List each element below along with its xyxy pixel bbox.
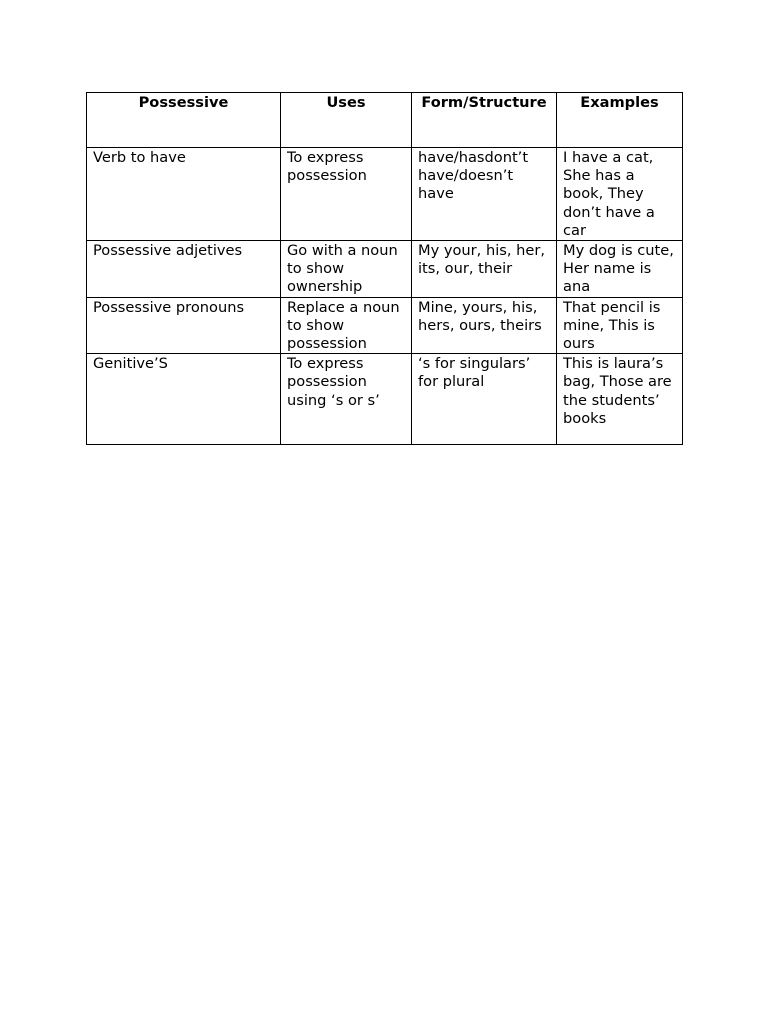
- header-uses: Uses: [281, 93, 412, 148]
- header-examples: Examples: [557, 93, 683, 148]
- table-row: [87, 297, 683, 354]
- cell-possessive: Possessive adjetives: [87, 241, 281, 298]
- cell-form: My your, his, her, its, our, their: [412, 241, 557, 298]
- cell-form: have/hasdont’t have/doesn’t have: [412, 148, 557, 241]
- cell-examples: That pencil is mine, This is ours: [557, 297, 683, 354]
- cell-uses: To express possession using ‘s or s’: [281, 354, 412, 445]
- cell-uses: Replace a noun to show possession: [281, 297, 412, 354]
- table-row: [87, 354, 683, 445]
- cell-examples: My dog is cute, Her name is ana: [557, 241, 683, 298]
- cell-examples: This is laura’s bag, Those are the students’ books: [557, 354, 683, 445]
- header-possessive: Possessive: [87, 93, 281, 148]
- cell-examples: I have a cat, She has a book, They don’t have a car: [557, 148, 683, 241]
- header-form-structure: Form/Structure: [412, 93, 557, 148]
- possessives-table: [86, 92, 683, 445]
- table-row: [87, 148, 683, 241]
- cell-uses: Go with a noun to show ownership: [281, 241, 412, 298]
- cell-possessive: Verb to have: [87, 148, 281, 241]
- table-header-row: [87, 93, 683, 148]
- cell-uses: To express possession: [281, 148, 412, 241]
- cell-possessive: Possessive pronouns: [87, 297, 281, 354]
- cell-form: Mine, yours, his, hers, ours, theirs: [412, 297, 557, 354]
- cell-possessive: Genitive’S: [87, 354, 281, 445]
- table-row: [87, 241, 683, 298]
- cell-form: ‘s for singulars’ for plural: [412, 354, 557, 445]
